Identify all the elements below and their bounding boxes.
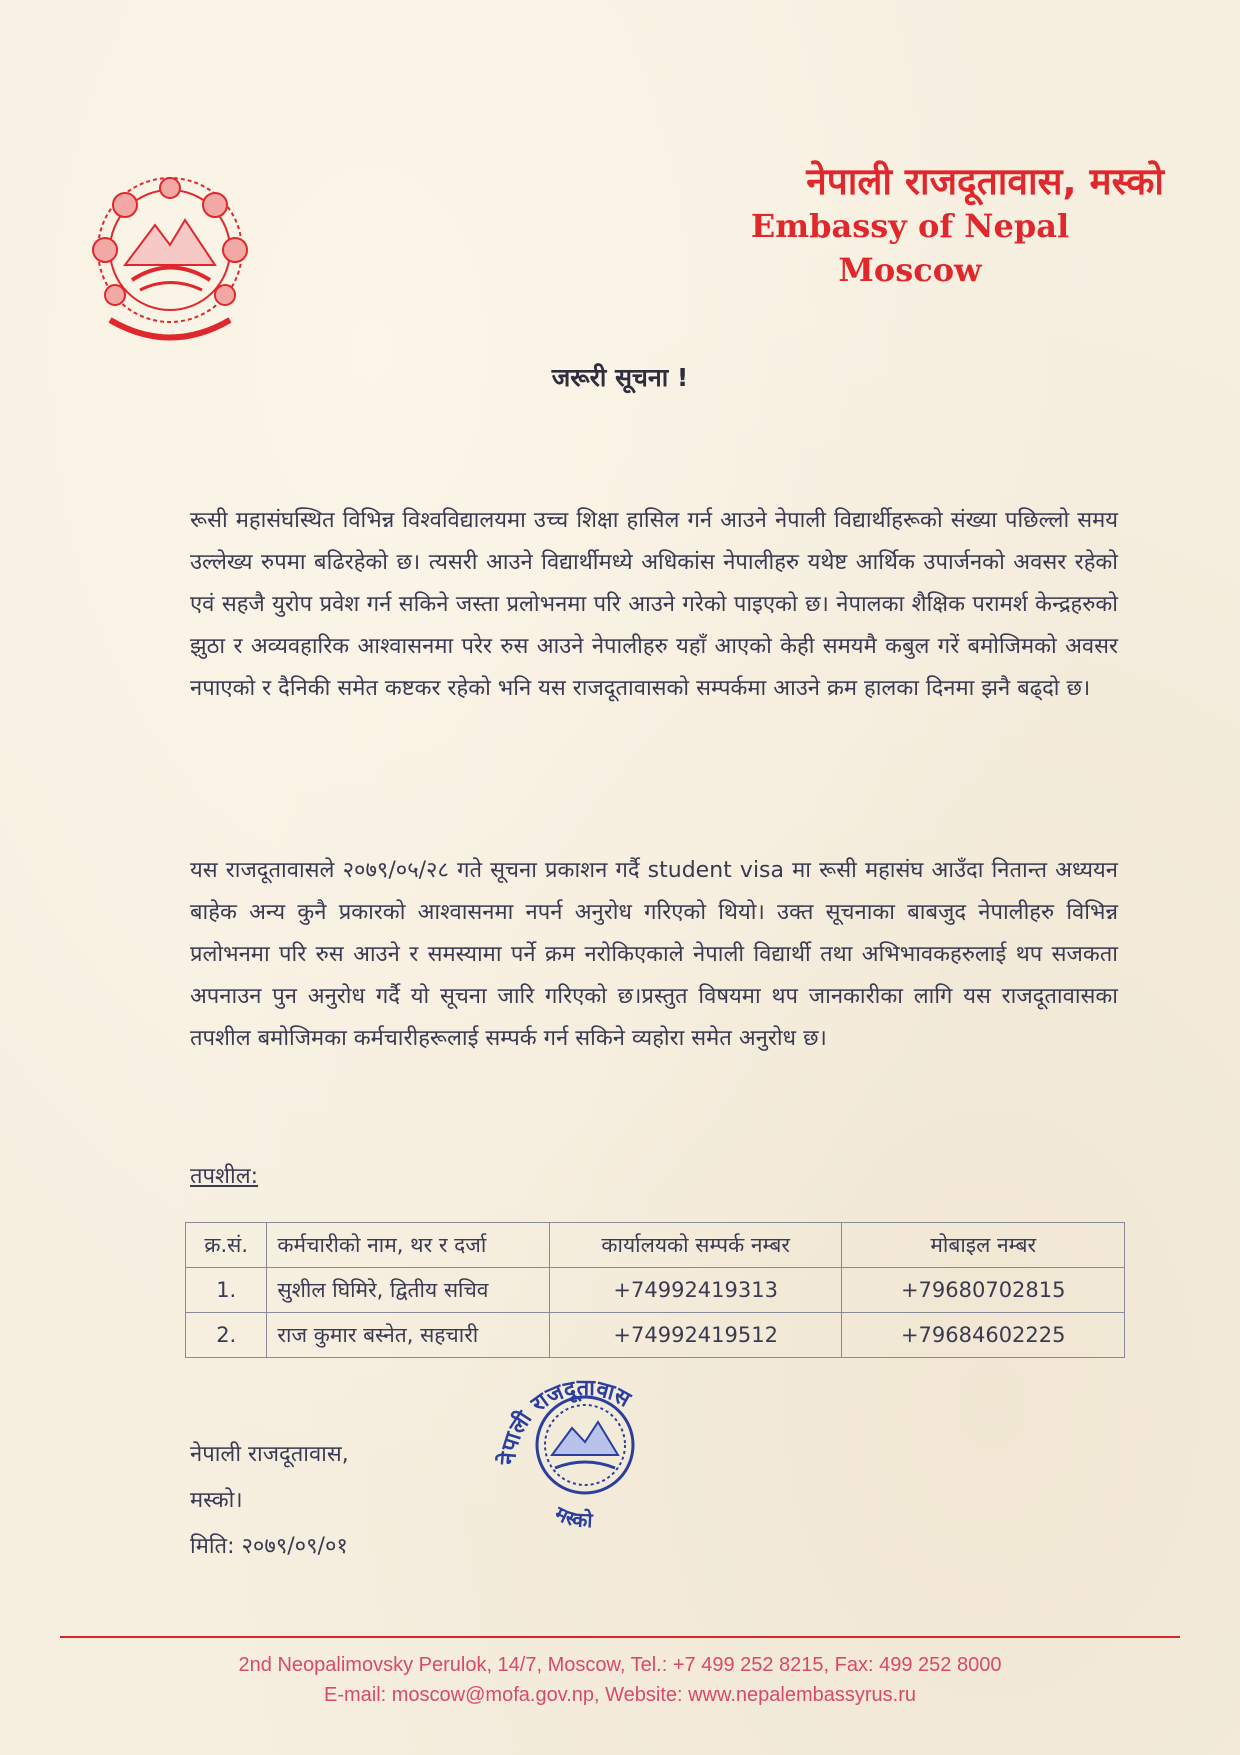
table-header-mobile: मोबाइल नम्बर [842,1223,1125,1268]
table-cell-mobile-phone: +79680702815 [842,1268,1125,1313]
table-cell-mobile-phone: +79684602225 [842,1313,1125,1358]
letterhead-english-title: Embassy of Nepal [750,207,1070,245]
signature-date: मिति: २०७९/०९/०१ [190,1534,348,1559]
contacts-table [185,1222,1125,1358]
footer [0,1650,1240,1710]
notice-paragraph-2: यस राजदूतावासले २०७९/०५/२८ गते सूचना प्रकाशन गर्दै student visa मा रूसी महासंघ आउँदा नितान्त अध्ययन बाहेक अन्य कुनै प्रकारको आश्वासनमा नपर्न अनुरोध गरिएको थियो। उक्त सूचनाका बाबजुद नेपालीहरु विभिन्न प्रलोभनमा परि रुस आउने र समस्यामा पर्ने क्रम नरोकिएकाले नेपाली विद्यार्थी तथा अभिभावकहरुलाई थप सजकता अपनाउन पुन अनुरोध गर्दै यो सूचना जारि गरिएको छ।प्रस्तुत विषयमा थप जानकारीका लागि यस राजदूतावासका तपशील बमोजिमका कर्मचारीहरूलाई सम्पर्क गर्न सकिने व्यहोरा समेत अनुरोध छ। [190,858,1118,1051]
footer-divider [60,1636,1180,1638]
table-header-sn: क्र.सं. [186,1223,267,1268]
footer-address: 2nd Neopalimovsky Perulok, 14/7, Moscow, Tel.: +7 499 252 8215, Fax: 499 252 8000 [238,1654,1002,1676]
svg-text:मस्को [550,1501,594,1533]
table-cell-office-phone: +74992419512 [549,1313,842,1358]
notice-title: जरूरी सूचना ! [551,363,689,392]
table-cell-name: राज कुमार बस्नेत, सहचारी [267,1313,550,1358]
signature-line-1: नेपाली राजदूतावास, [190,1442,349,1467]
table-header-row [186,1223,1125,1268]
nepal-emblem-icon [70,150,270,350]
signature-line-2: मस्को। [190,1488,243,1513]
letterhead [650,160,1170,292]
stamp-top-text: नेपाली राजदूतावास [495,1375,635,1466]
stamp-bottom-text: मस्को [551,1501,594,1533]
embassy-stamp-icon [490,1370,680,1560]
annex-label: तपशील: [190,1164,259,1189]
table-header-name: कर्मचारीको नाम, थर र दर्जा [267,1223,550,1268]
table-header-office: कार्यालयको सम्पर्क नम्बर [549,1223,842,1268]
signature-block [190,1432,349,1570]
table-row [186,1313,1125,1358]
table-row [186,1268,1125,1313]
table-cell-name: सुशील घिमिरे, द्वितीय सचिव [267,1268,550,1313]
table-cell-office-phone: +74992419313 [549,1268,842,1313]
footer-contact: E-mail: moscow@mofa.gov.np, Website: www.nepalembassyrus.ru [323,1684,916,1706]
notice-paragraph-1: रूसी महासंघस्थित विभिन्न विश्वविद्यालयमा उच्च शिक्षा हासिल गर्न आउने नेपाली विद्यार्थीहरूको संख्या पछिल्लो समय उल्लेख्य रुपमा बढिरहेको छ। त्यसरी आउने विद्यार्थीमध्ये अधिकांस नेपालीहरु यथेष्ट आर्थिक उपार्जनको अवसर रहेको एवं सहजै युरोप प्रवेश गर्न सकिने जस्ता प्रलोभनमा परि आउने गरेको पाइएको छ। नेपालका शैक्षिक परामर्श केन्द्रहरुको झुठा र अव्यवहारिक आश्वासनमा परेर रुस आउने नेपालीहरु यहाँ आएको केही समयमै कबुल गरें बमोजिमको अवसर नपाएको र दैनिकी समेत कष्टकर रहेको भनि यस राजदूतावासको सम्पर्कमा आउने क्रम हालका दिनमा झनै बढ्दो छ। [190,508,1118,701]
letterhead-nepali-title: नेपाली राजदूतावास, मस्को [806,160,1164,203]
table-cell-sn: 2. [186,1313,267,1358]
table-cell-sn: 1. [186,1268,267,1313]
letterhead-city: Moscow [838,251,982,289]
